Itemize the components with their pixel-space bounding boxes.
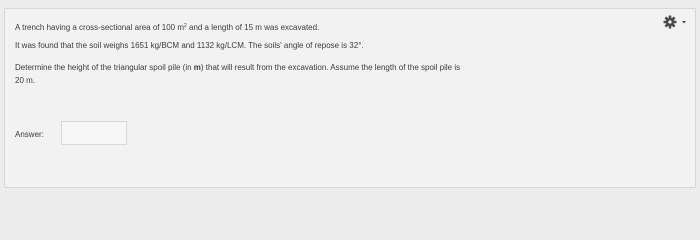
- question-line-4: 20 m.: [15, 76, 36, 85]
- answer-input[interactable]: [61, 121, 127, 145]
- caret-down-icon: [682, 21, 686, 24]
- question-line-1: A trench having a cross-sectional area of 100 $m^2$ and a length of 15 m was excavated.: [15, 23, 320, 32]
- question-line-3: Determine the height of the triangular spoil pile (in m) that will result from the excavation. Assume the length of the spoil pile is: [15, 63, 461, 72]
- settings-menu-button[interactable]: [654, 14, 690, 30]
- answer-label: Answer:: [15, 130, 44, 139]
- question-panel: [4, 8, 696, 188]
- question-line-2: It was found that the soil weighs 1651 kg/BCM and 1132 kg/LCM. The soils' angle of repose is 32°.: [15, 41, 364, 50]
- gear-icon: [654, 14, 690, 30]
